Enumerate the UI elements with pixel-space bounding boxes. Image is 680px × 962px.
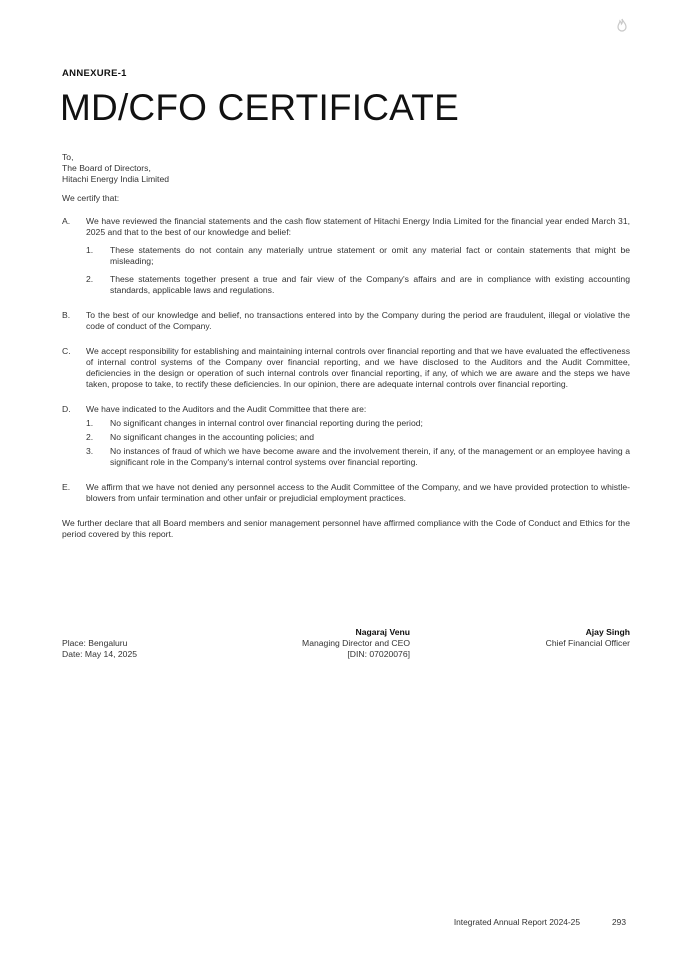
address-block (62, 152, 630, 185)
cfo-signature-block (546, 627, 630, 649)
place-text: Place: Bengaluru (62, 638, 128, 648)
sub-point-text: These statements together present a true and fair view of the Company's affairs and are in compliance with existing accounting standards, applicable laws and regulations. (110, 274, 630, 295)
declaration-paragraph: We further declare that all Board members and senior management personnel have affirmed compliance with the Code of Conduct and Ethics for the period covered by this report. (62, 518, 630, 539)
point-text: We have indicated to the Auditors and the Audit Committee that there are: (86, 404, 367, 414)
point-label: D. (62, 404, 71, 414)
cfo-title: Chief Financial Officer (545, 638, 630, 648)
place-date-block (62, 627, 137, 660)
sub-point-number: 3. (86, 446, 94, 456)
point-c (62, 346, 630, 390)
annexure-label: ANNEXURE-1 (62, 68, 127, 79)
point-d (62, 404, 630, 468)
sub-point (86, 432, 630, 443)
page-title: MD/CFO CERTIFICATE (60, 87, 459, 128)
point-text: To the best of our knowledge and belief, no transactions entered into by the Company during the period are fraudulent, illegal or violative the code of conduct of the Company. (86, 310, 630, 331)
sub-point (86, 245, 630, 267)
md-title: Managing Director and CEO (302, 638, 410, 648)
point-label: B. (62, 310, 71, 320)
certificate-body (62, 152, 630, 540)
point-text: We have reviewed the financial statements and the cash flow statement of Hitachi Energy India Limited for the financial year ended March 31, 2025 and that to the best of our knowledge and belief: (86, 216, 630, 237)
sub-point-text: No instances of fraud of which we have become aware and the involvement therein, if any, of the management or an employee having a significant role in the Company's internal control systems over financial reporting. (110, 446, 630, 467)
sub-point-number: 1. (86, 418, 94, 428)
point-text: We accept responsibility for establishing and maintaining internal controls over financial reporting and that we have evaluated the effectiveness of internal control systems of the Company over financial reporting, and we have disclosed to the Auditors and the Audit Committee, deficiencies in the design or operation of such internal controls over financial reporting, if any, of which we are aware and the steps we have taken, propose to take, to rectify these deficiencies. In our opinion, there are adequate internal controls over financial reporting. (86, 346, 630, 389)
sub-point (86, 418, 630, 429)
address-line-2: Hitachi Energy India Limited (62, 174, 169, 184)
sub-point-text: No significant changes in internal control over financial reporting during the period; (110, 418, 423, 428)
certify-statement: We certify that: (62, 193, 120, 203)
address-line-1: The Board of Directors, (62, 163, 151, 173)
sub-point-number: 2. (86, 274, 94, 284)
point-e (62, 482, 630, 504)
md-din: [DIN: 07020076] (347, 649, 410, 659)
sub-point (86, 274, 630, 296)
flame-icon (614, 18, 630, 34)
point-label: A. (62, 216, 71, 226)
md-signature-block (302, 627, 410, 660)
point-b (62, 310, 630, 332)
point-text: We affirm that we have not denied any personnel access to the Audit Committee of the Company, and we have provided protection to whistle-blowers from unfair termination and other unfair or prejudicial employment practices. (86, 482, 630, 503)
cfo-name: Ajay Singh (585, 627, 630, 637)
sub-point-text: No significant changes in the accounting policies; and (110, 432, 314, 442)
sub-point (86, 446, 630, 468)
point-label: C. (62, 346, 71, 356)
date-text: Date: May 14, 2025 (62, 649, 138, 659)
page-number: 293 (612, 917, 626, 927)
sub-point-number: 1. (86, 245, 94, 255)
footer-report-title: Integrated Annual Report 2024-25 (453, 917, 580, 927)
address-to: To, (62, 152, 74, 162)
sub-point-text: These statements do not contain any materially untrue statement or omit any material fact or contain statements that might be misleading; (110, 245, 630, 266)
sub-point-number: 2. (86, 432, 94, 442)
point-label: E. (62, 482, 71, 492)
md-name: Nagaraj Venu (355, 627, 410, 637)
point-a (62, 216, 630, 296)
